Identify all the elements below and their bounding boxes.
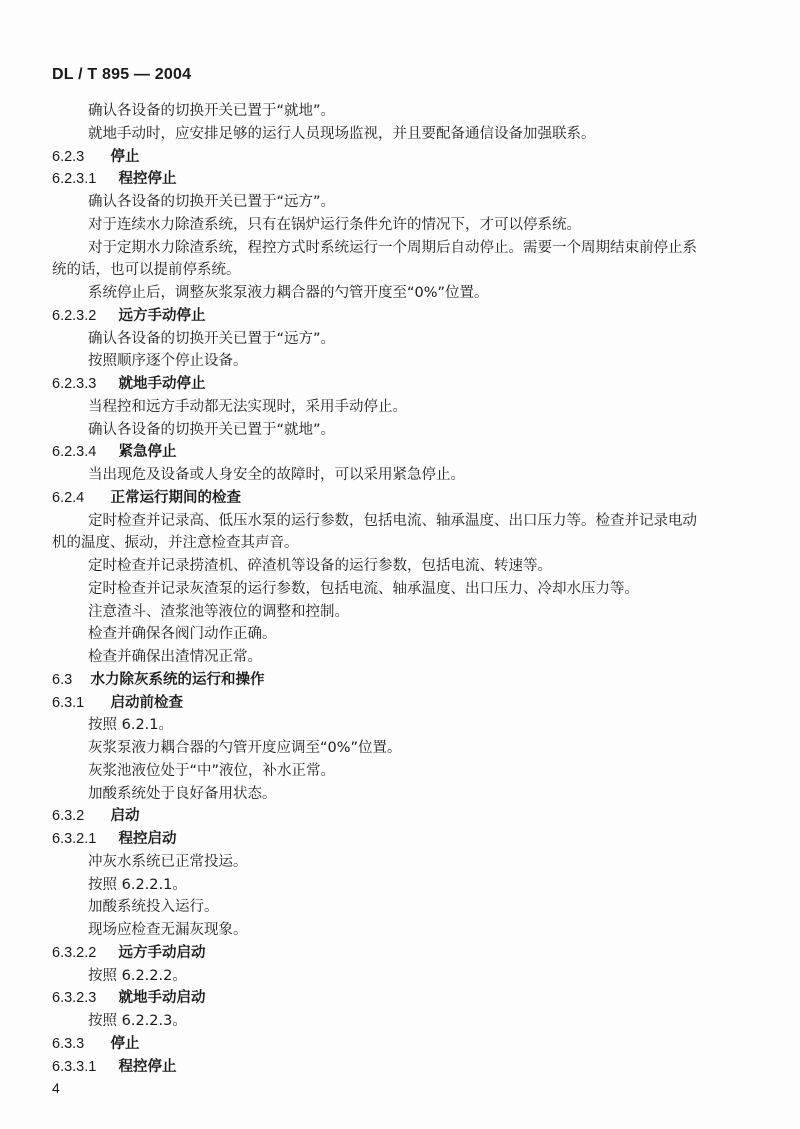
section-number: 6.3.3.1 bbox=[52, 1058, 97, 1075]
section-title: 水力除灰系统的运行和操作 bbox=[90, 671, 265, 688]
section-heading bbox=[52, 146, 757, 169]
paragraph-line: 确认各设备的切换开关已置于“远方”。 bbox=[88, 194, 336, 210]
section-number: 6.3.2 bbox=[52, 808, 85, 825]
paragraph-line: 系统停止后，调整灰浆泵液力耦合器的勺管开度至“0%”位置。 bbox=[88, 285, 489, 301]
section-title: 远方手动启动 bbox=[118, 944, 206, 961]
paragraph-line: 灰浆泵液力耦合器的勺管开度应调至“0%”位置。 bbox=[88, 740, 402, 756]
section-title: 就地手动停止 bbox=[118, 376, 206, 392]
paragraph-line: 定时检查并记录灰渣泵的运行参数，包括电流、轴承温度、出口压力、冷却水压力等。 bbox=[88, 580, 639, 597]
section-heading bbox=[52, 942, 757, 965]
document-header: DL / T 895 — 2004 bbox=[52, 66, 192, 83]
section-title: 就地手动启动 bbox=[118, 990, 206, 1007]
section-heading bbox=[52, 487, 757, 510]
paragraph-line: 机的温度、振动，并注意检查其声音。 bbox=[52, 535, 299, 552]
section-heading bbox=[52, 441, 757, 464]
section-heading bbox=[52, 987, 757, 1010]
paragraph-line: 确认各设备的切换开关已置于“远方”。 bbox=[88, 330, 336, 347]
paragraph-line: 加酸系统投入运行。 bbox=[88, 899, 219, 916]
section-heading bbox=[52, 692, 757, 715]
section-number: 6.3.1 bbox=[52, 694, 85, 711]
paragraph-line: 按照 6.2.1。 bbox=[88, 717, 174, 734]
section-heading bbox=[52, 828, 757, 851]
section-number: 6.3 bbox=[52, 671, 73, 688]
paragraph-line: 对于连续水力除渣系统，只有在锅炉运行条件允许的情况下，才可以停系统。 bbox=[88, 216, 581, 233]
paragraph-line: 对于定期水力除渣系统，程控方式时系统运行一个周期后自动停止。需要一个周期结束前停止系 bbox=[88, 239, 697, 256]
paragraph-line: 当出现危及设备或人身安全的故障时，可以采用紧急停止。 bbox=[88, 467, 465, 483]
section-number: 6.2.3.2 bbox=[52, 307, 97, 324]
section-title: 停止 bbox=[110, 148, 140, 165]
section-title: 启动 bbox=[110, 808, 140, 825]
paragraph-line: 统的话，也可以提前停系统。 bbox=[52, 262, 241, 279]
paragraph-line: 检查并确保各阀门动作正确。 bbox=[88, 626, 277, 643]
paragraph-line: 确认各设备的切换开关已置于“就地”。 bbox=[88, 421, 336, 438]
section-number: 6.2.3.4 bbox=[52, 444, 97, 461]
paragraph-line: 按照顺序逐个停止设备。 bbox=[88, 353, 248, 370]
paragraph-line: 定时检查并记录高、低压水泵的运行参数，包括电流、轴承温度、出口压力等。检查并记录电动 bbox=[88, 512, 697, 529]
paragraph-line: 冲灰水系统已正常投运。 bbox=[88, 853, 248, 870]
paragraph-line: 加酸系统处于良好备用状态。 bbox=[88, 785, 277, 802]
section-number: 6.2.3.3 bbox=[52, 376, 97, 392]
section-heading bbox=[52, 1033, 757, 1056]
section-title: 程控启动 bbox=[118, 831, 177, 847]
page-number: 4 bbox=[52, 1080, 60, 1096]
section-heading bbox=[52, 669, 757, 692]
paragraph-line: 当程控和远方手动都无法实现时，采用手动停止。 bbox=[88, 398, 407, 415]
section-number: 6.3.2.2 bbox=[52, 944, 97, 961]
paragraph-line: 按照 6.2.2.3。 bbox=[88, 1013, 187, 1029]
section-number: 6.3.2.3 bbox=[52, 990, 97, 1007]
section-number: 6.2.3.1 bbox=[52, 171, 97, 188]
section-heading bbox=[52, 805, 757, 828]
section-heading bbox=[52, 305, 757, 328]
section-heading bbox=[52, 373, 757, 396]
paragraph-line: 现场应检查无漏灰现象。 bbox=[88, 922, 248, 938]
paragraph-line: 按照 6.2.2.2。 bbox=[88, 967, 187, 984]
section-number: 6.2.4 bbox=[52, 489, 85, 506]
section-number: 6.3.2.1 bbox=[52, 831, 97, 847]
section-title: 紧急停止 bbox=[118, 444, 177, 461]
document-body bbox=[52, 100, 757, 1078]
section-heading bbox=[52, 168, 757, 191]
paragraph-line: 注意渣斗、渣浆池等液位的调整和控制。 bbox=[88, 603, 349, 620]
paragraph-line: 定时检查并记录捞渣机、碎渣机等设备的运行参数，包括电流、转速等。 bbox=[88, 558, 552, 574]
section-title: 正常运行期间的检查 bbox=[110, 489, 241, 506]
section-title: 远方手动停止 bbox=[118, 307, 206, 324]
section-title: 程控停止 bbox=[118, 171, 177, 188]
section-number: 6.3.3 bbox=[52, 1035, 85, 1052]
paragraph-line: 灰浆池液位处于“中”液位，补水正常。 bbox=[88, 762, 336, 779]
section-title: 停止 bbox=[110, 1035, 140, 1052]
section-title: 启动前检查 bbox=[110, 694, 183, 711]
section-number: 6.2.3 bbox=[52, 148, 85, 165]
section-heading bbox=[52, 1056, 757, 1079]
paragraph-line: 检查并确保出渣情况正常。 bbox=[88, 649, 262, 665]
section-title: 程控停止 bbox=[118, 1058, 177, 1075]
paragraph-line: 确认各设备的切换开关已置于“就地”。 bbox=[88, 103, 336, 119]
paragraph-line: 按照 6.2.2.1。 bbox=[88, 876, 187, 893]
paragraph-line: 就地手动时，应安排足够的运行人员现场监视，并且要配备通信设备加强联系。 bbox=[88, 125, 596, 142]
